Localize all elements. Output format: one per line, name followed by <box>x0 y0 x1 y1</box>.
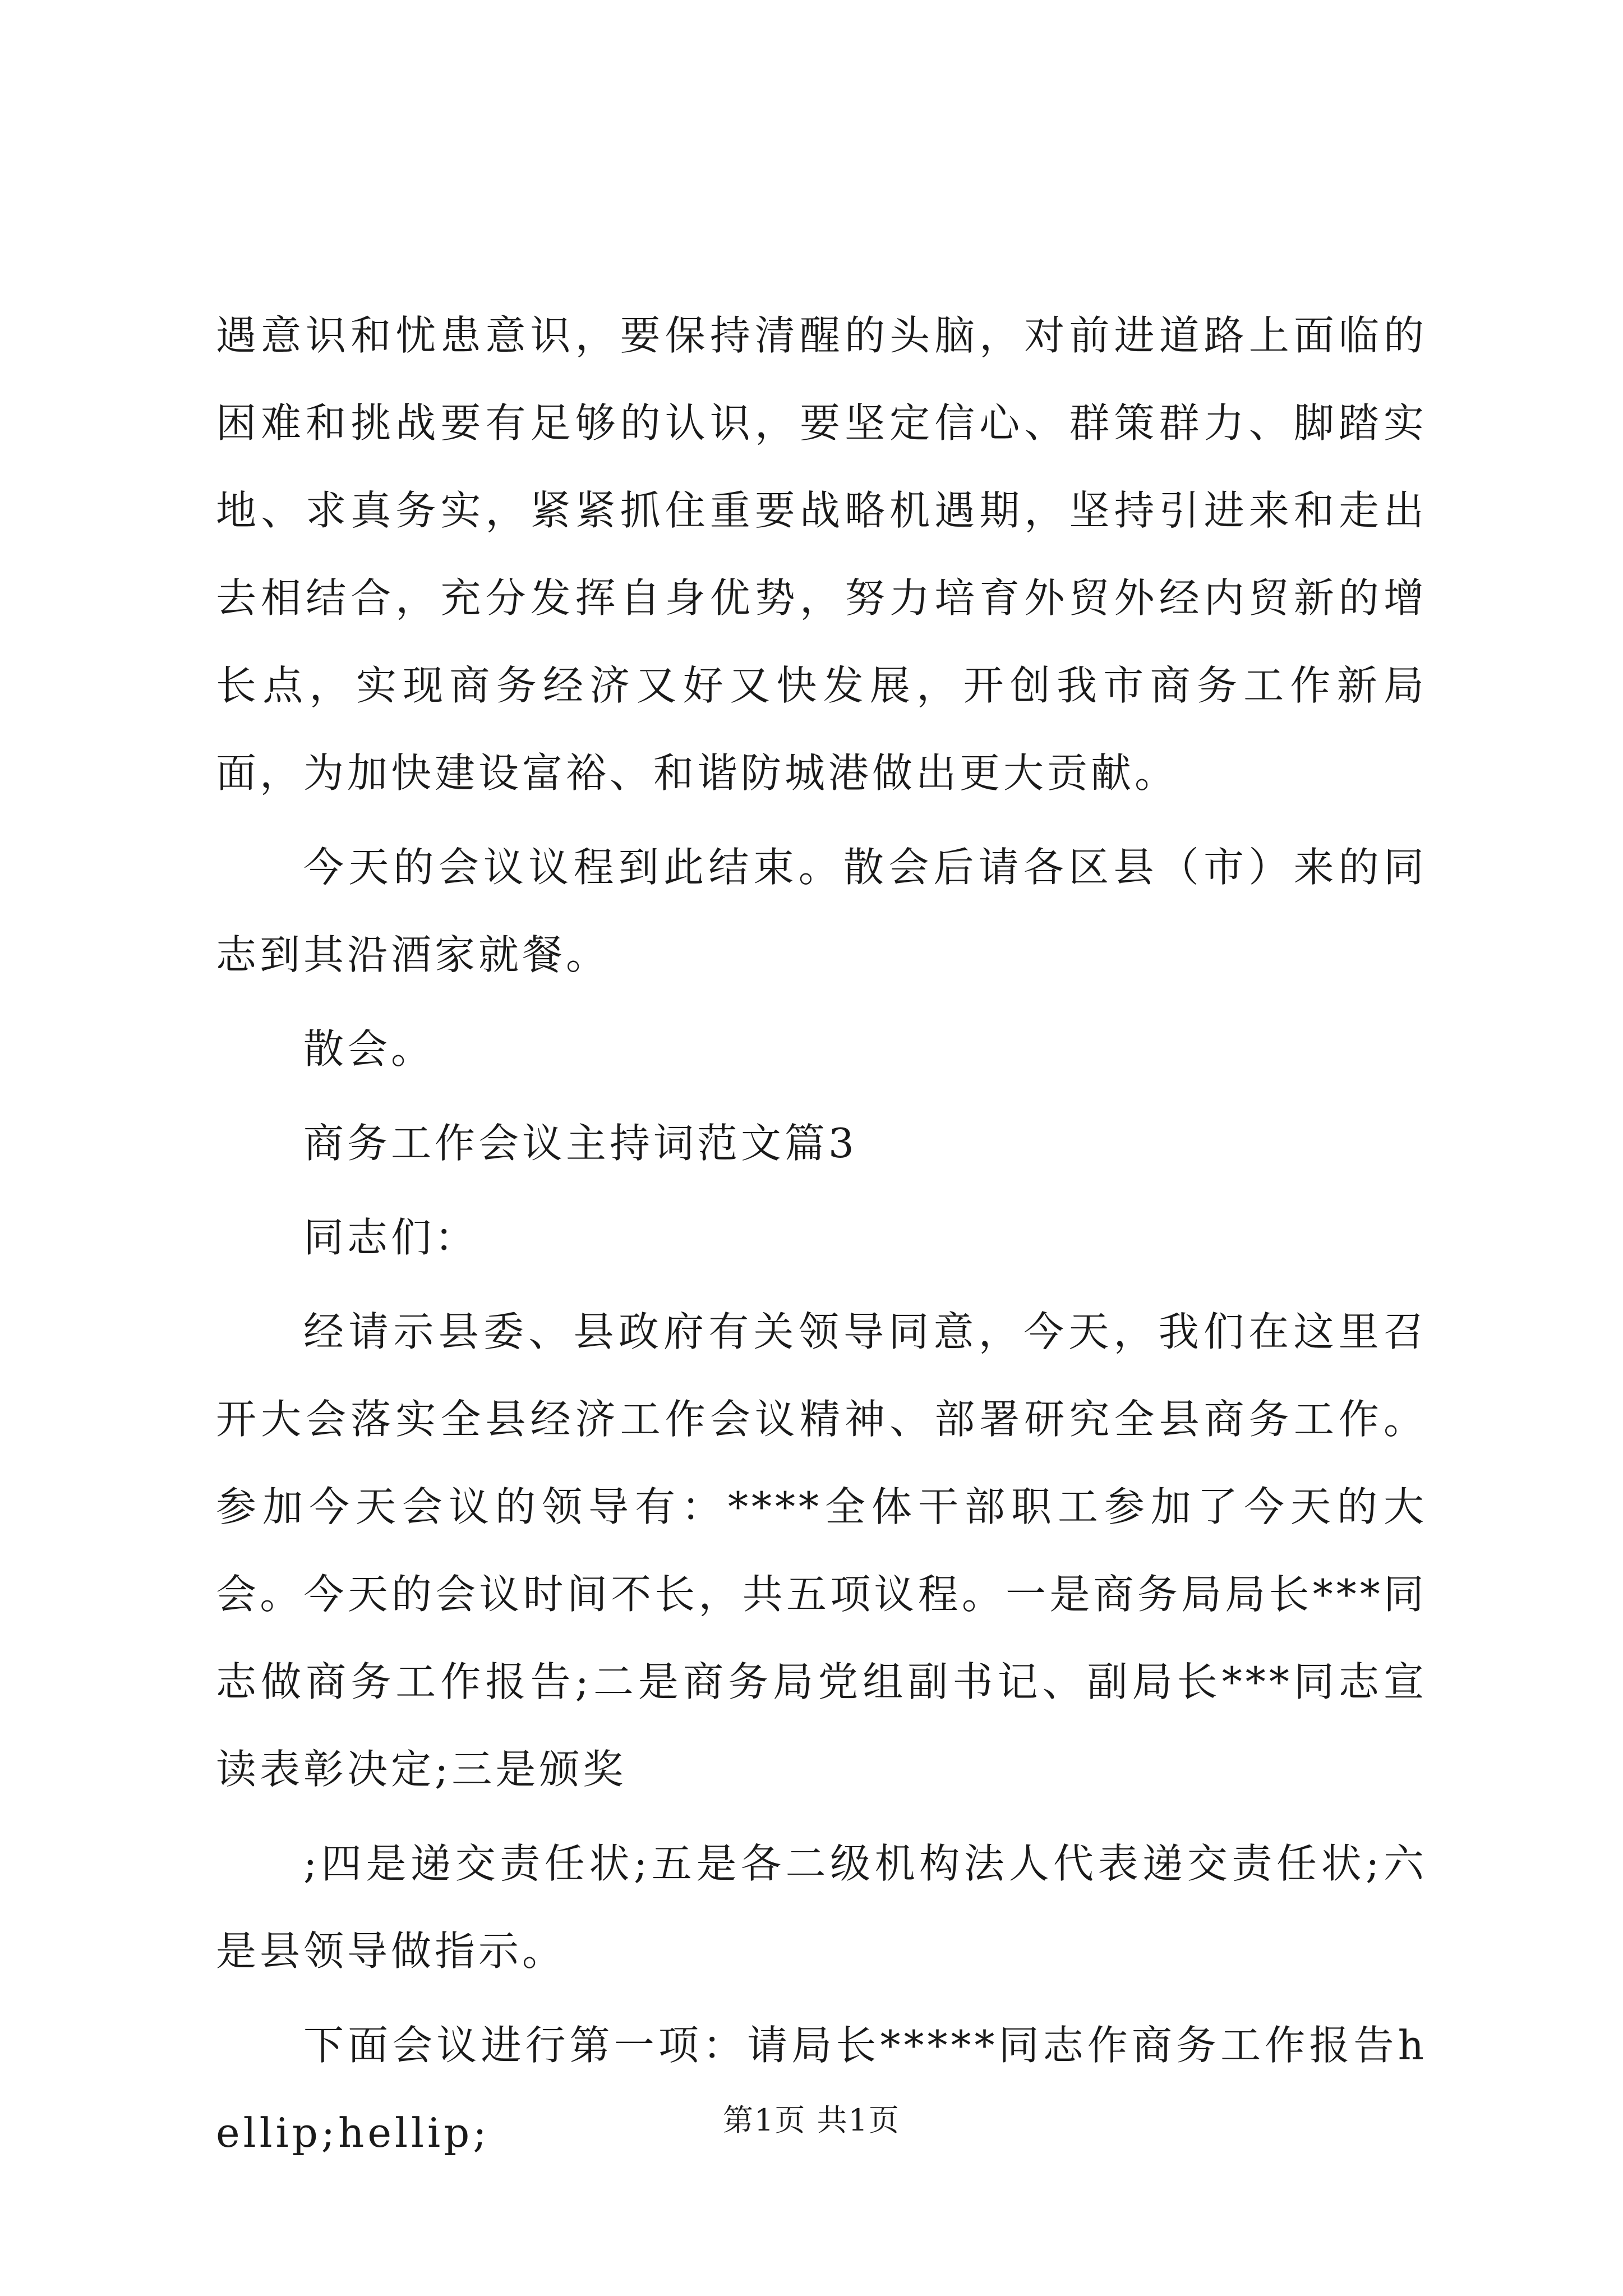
section-heading: 商务工作会议主持词范文篇3 <box>303 1120 857 1167</box>
paragraph-agenda-continued: ;四是递交责任状;五是各二级机构法人代表递交责任状;六是县领导做指示。 <box>216 1840 1427 1975</box>
document-body <box>216 292 1427 2183</box>
paragraph-first-item: 下面会议进行第一项：请局长*****同志作商务工作报告hellip;hellip; <box>216 2022 1427 2156</box>
paragraph-adjourn: 散会。 <box>303 1025 435 1073</box>
page-footer: 第1页 共1页 <box>723 2102 900 2138</box>
salutation: 同志们： <box>303 1214 479 1261</box>
paragraph-meeting-end: 今天的会议议程到此结束。散会后请各区县（市）来的同志到其沿酒家就餐。 <box>216 844 1427 978</box>
paragraph-continuation: 遇意识和忧患意识，要保持清醒的头脑，对前进道路上面临的困难和挑战要有足够的认识，要坚定信心、群策群力、脚踏实地、求真务实，紧紧抓住重要战略机遇期，坚持引进来和走出去相结合，充分发挥自身优势，努力培育外贸外经内贸新的增长点，实现商务经济又好又快发展，开创我市商务工作新局面，为加快建设富裕、和谐防城港做出更大贡献。 <box>216 312 1427 797</box>
paragraph-agenda: 经请示县委、县政府有关领导同意，今天，我们在这里召开大会落实全县经济工作会议精神、部署研究全县商务工作。参加今天会议的领导有：****全体干部职工参加了今天的大会。今天的会议时间不长，共五项议程。一是商务局局长***同志做商务工作报告;二是商务局党组副书记、副局长***同志宣读表彰决定;三是颁奖 <box>216 1308 1427 1793</box>
